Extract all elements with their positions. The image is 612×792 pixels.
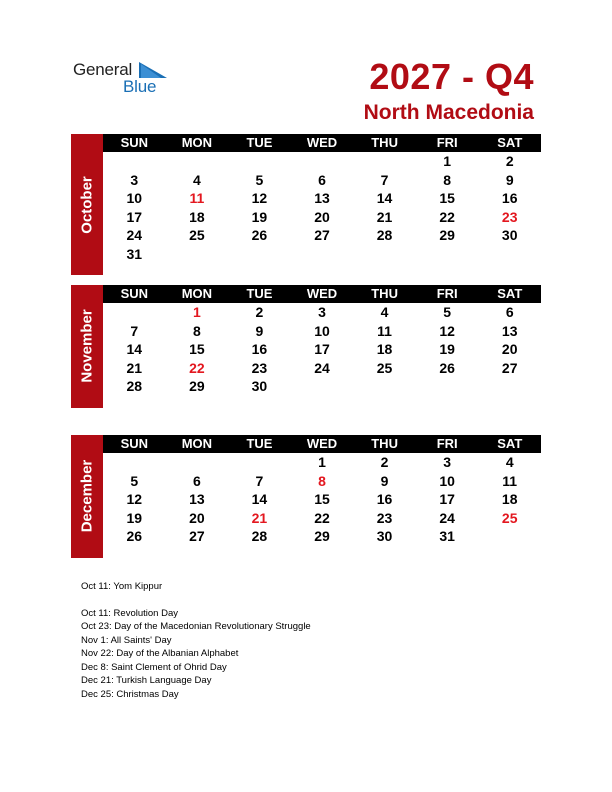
month-november xyxy=(71,285,541,406)
day-cell: 10 xyxy=(439,472,455,489)
day-cell: 25 xyxy=(189,227,205,243)
day-cell: 24 xyxy=(439,509,455,526)
day-cell: 2 xyxy=(255,304,264,320)
day-cell: 25 xyxy=(501,509,518,526)
empty-cell xyxy=(478,527,541,546)
empty-cell xyxy=(353,245,416,264)
holiday-note: Nov 1: All Saints' Day xyxy=(81,634,172,646)
day-grid xyxy=(103,152,541,263)
day-cell: 2 xyxy=(505,153,514,169)
weekday-thu: THU xyxy=(371,286,398,301)
day-cell: 7 xyxy=(130,322,139,339)
month-october xyxy=(71,134,541,273)
day-cell: 4 xyxy=(505,454,514,470)
empty-cell xyxy=(291,377,354,396)
month-name: December xyxy=(78,459,96,533)
day-cell: 15 xyxy=(189,341,205,357)
day-cell: 17 xyxy=(314,341,330,357)
day-cell: 10 xyxy=(314,322,330,339)
holiday-note: Dec 25: Christmas Day xyxy=(81,688,179,700)
day-cell: 12 xyxy=(126,491,143,507)
holiday-note: Dec 8: Saint Clement of Ohrid Day xyxy=(81,661,227,673)
page-title: 2027 - Q4 xyxy=(369,56,534,97)
empty-cell xyxy=(103,152,166,171)
day-cell: 5 xyxy=(443,304,452,320)
day-cell: 17 xyxy=(126,208,143,225)
holiday-notes xyxy=(81,580,311,701)
day-cell: 19 xyxy=(439,341,455,357)
day-cell: 18 xyxy=(501,491,518,507)
day-cell: 13 xyxy=(314,190,330,206)
day-cell: 15 xyxy=(314,491,330,507)
day-cell: 3 xyxy=(318,304,326,320)
day-cell: 30 xyxy=(376,528,393,544)
empty-cell xyxy=(416,377,479,396)
day-grid xyxy=(103,303,541,396)
empty-cell xyxy=(291,152,354,171)
weekday-wed: WED xyxy=(306,436,338,451)
day-cell: 27 xyxy=(314,227,330,243)
day-cell: 14 xyxy=(376,190,393,206)
day-cell: 13 xyxy=(189,491,205,507)
day-cell: 31 xyxy=(439,528,455,544)
day-cell: 26 xyxy=(439,359,455,376)
empty-cell xyxy=(353,152,416,171)
day-cell: 1 xyxy=(443,153,452,169)
day-cell: 2 xyxy=(380,454,389,470)
holiday-note: Dec 21: Turkish Language Day xyxy=(81,675,212,686)
month-name: October xyxy=(78,175,96,234)
weekday-thu: THU xyxy=(371,436,398,451)
day-cell: 24 xyxy=(314,359,330,376)
day-cell: 4 xyxy=(192,171,201,188)
empty-cell xyxy=(228,152,291,171)
day-cell: 12 xyxy=(251,190,268,206)
day-cell: 19 xyxy=(126,509,143,526)
holiday-note: Oct 11: Yom Kippur xyxy=(81,581,163,592)
weekday-header xyxy=(103,435,541,453)
day-cell: 9 xyxy=(505,171,514,188)
day-cell: 28 xyxy=(251,528,268,544)
day-cell: 8 xyxy=(192,322,201,339)
day-cell: 28 xyxy=(126,378,143,394)
day-cell: 4 xyxy=(380,304,389,320)
day-cell: 6 xyxy=(505,304,514,320)
day-cell: 24 xyxy=(126,227,143,243)
day-cell: 23 xyxy=(251,359,268,376)
day-cell: 11 xyxy=(189,190,205,206)
day-cell: 13 xyxy=(501,322,518,339)
empty-cell xyxy=(103,453,166,472)
day-cell: 26 xyxy=(251,227,268,243)
day-cell: 21 xyxy=(126,359,143,376)
weekday-tue: TUE xyxy=(246,436,273,451)
empty-cell xyxy=(228,453,291,472)
weekday-sat: SAT xyxy=(497,135,523,150)
day-cell: 11 xyxy=(502,472,518,489)
weekday-sun: SUN xyxy=(120,135,149,150)
weekday-tue: TUE xyxy=(246,286,273,301)
weekday-wed: WED xyxy=(306,135,338,150)
day-cell: 30 xyxy=(501,227,518,243)
day-cell: 20 xyxy=(189,509,205,526)
day-cell: 26 xyxy=(126,528,143,544)
day-cell: 21 xyxy=(376,208,393,225)
empty-cell xyxy=(166,245,229,264)
day-cell: 14 xyxy=(251,491,268,507)
day-cell: 20 xyxy=(501,341,518,357)
day-cell: 22 xyxy=(439,208,455,225)
weekday-sun: SUN xyxy=(120,436,149,451)
empty-cell xyxy=(478,245,541,264)
day-cell: 30 xyxy=(251,378,268,394)
day-cell: 15 xyxy=(439,190,455,206)
weekday-header xyxy=(103,134,541,152)
day-cell: 3 xyxy=(443,454,452,470)
day-cell: 11 xyxy=(377,322,392,339)
month-label-band xyxy=(71,285,103,408)
day-cell: 18 xyxy=(376,341,393,357)
empty-cell xyxy=(353,377,416,396)
day-cell: 27 xyxy=(189,528,205,544)
day-cell: 6 xyxy=(318,171,326,188)
day-cell: 21 xyxy=(251,509,268,526)
day-cell: 16 xyxy=(376,491,393,507)
country-name: North Macedonia xyxy=(363,101,534,124)
day-cell: 22 xyxy=(189,359,205,376)
holiday-note: Oct 11: Revolution Day xyxy=(81,607,178,619)
weekday-fri: FRI xyxy=(436,135,458,150)
day-cell: 8 xyxy=(318,472,326,489)
weekday-sat: SAT xyxy=(497,436,523,451)
brand-word-general: General xyxy=(73,60,133,79)
day-cell: 12 xyxy=(439,322,455,339)
day-cell: 10 xyxy=(126,190,143,206)
day-cell: 14 xyxy=(126,341,143,357)
day-cell: 3 xyxy=(130,171,139,188)
weekday-wed: WED xyxy=(306,286,338,301)
day-cell: 9 xyxy=(255,322,264,339)
day-cell: 20 xyxy=(314,208,330,225)
brand-logo xyxy=(73,60,173,96)
weekday-mon: MON xyxy=(181,135,213,150)
day-cell: 28 xyxy=(376,227,393,243)
day-cell: 5 xyxy=(130,472,139,489)
brand-word-blue: Blue xyxy=(123,77,157,96)
empty-cell xyxy=(416,245,479,264)
empty-cell xyxy=(478,377,541,396)
month-label-band xyxy=(71,134,103,275)
weekday-mon: MON xyxy=(181,286,213,301)
day-cell: 8 xyxy=(443,171,452,188)
empty-cell xyxy=(166,453,229,472)
empty-cell xyxy=(291,245,354,264)
day-cell: 19 xyxy=(251,208,268,225)
day-cell: 22 xyxy=(314,509,330,526)
day-cell: 27 xyxy=(501,359,518,376)
holiday-note: Nov 22: Day of the Albanian Alphabet xyxy=(81,648,239,659)
day-cell: 18 xyxy=(189,208,205,225)
day-cell: 6 xyxy=(192,472,201,489)
day-cell: 31 xyxy=(126,245,143,262)
holiday-note: Oct 23: Day of the Macedonian Revolutionary Struggle xyxy=(81,621,311,632)
weekday-fri: FRI xyxy=(436,286,458,301)
weekday-sun: SUN xyxy=(120,286,149,301)
month-label-band xyxy=(71,435,103,558)
day-cell: 29 xyxy=(189,378,205,394)
day-cell: 16 xyxy=(251,341,268,357)
day-cell: 25 xyxy=(376,359,393,376)
weekday-fri: FRI xyxy=(436,436,458,451)
weekday-sat: SAT xyxy=(497,286,523,301)
day-cell: 1 xyxy=(192,304,201,320)
day-cell: 23 xyxy=(376,509,393,526)
day-cell: 16 xyxy=(501,190,518,206)
month-name: November xyxy=(78,309,96,383)
day-cell: 5 xyxy=(255,171,264,188)
day-grid xyxy=(103,453,541,546)
weekday-mon: MON xyxy=(181,436,213,451)
day-cell: 17 xyxy=(439,491,455,507)
day-cell: 29 xyxy=(314,528,330,544)
empty-cell xyxy=(166,152,229,171)
empty-cell xyxy=(228,245,291,264)
day-cell: 29 xyxy=(439,227,455,243)
day-cell: 1 xyxy=(318,454,326,470)
day-cell: 7 xyxy=(255,472,264,489)
day-cell: 9 xyxy=(380,472,389,489)
empty-cell xyxy=(103,303,166,322)
weekday-header xyxy=(103,285,541,303)
weekday-tue: TUE xyxy=(246,135,273,150)
weekday-thu: THU xyxy=(371,135,398,150)
day-cell: 7 xyxy=(380,171,389,188)
month-december xyxy=(71,435,541,556)
day-cell: 23 xyxy=(501,208,518,225)
